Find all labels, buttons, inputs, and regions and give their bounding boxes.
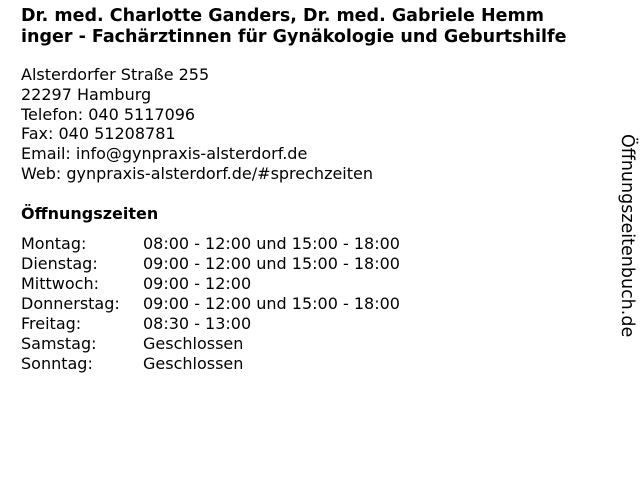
day-hours: 09:00 - 12:00 und 15:00 - 18:00	[143, 294, 400, 313]
opening-hours-heading: Öffnungszeiten	[21, 204, 159, 223]
practice-title-line-2: inger - Fachärztinnen für Gynäkologie und Geburtshilfe	[21, 27, 567, 47]
watermark	[612, 134, 640, 364]
watermark-text: Öffnungszeitenbuch.de	[617, 134, 637, 338]
day-label: Montag:	[21, 234, 87, 253]
day-hours: 09:00 - 12:00 und 15:00 - 18:00	[143, 254, 400, 273]
day-label: Dienstag:	[21, 254, 98, 273]
address-block	[21, 65, 373, 184]
day-hours: 08:30 - 13:00	[143, 314, 252, 333]
day-hours: Geschlossen	[143, 334, 244, 353]
phone-number: Telefon: 040 5117096	[21, 104, 196, 124]
day-hours: 08:00 - 12:00 und 15:00 - 18:00	[143, 234, 400, 253]
day-hours: Geschlossen	[143, 354, 244, 373]
day-label: Samstag:	[21, 334, 97, 353]
website-address: Web: gynpraxis-alsterdorf.de/#sprechzeiten	[21, 163, 374, 183]
practice-title-line-1: Dr. med. Charlotte Ganders, Dr. med. Gabriele Hemm	[21, 6, 544, 26]
day-hours: 09:00 - 12:00	[143, 274, 252, 293]
practice-title	[21, 6, 627, 48]
day-label: Freitag:	[21, 314, 82, 333]
city-postcode: 22297 Hamburg	[21, 84, 152, 104]
day-label: Sonntag:	[21, 354, 93, 373]
email-address: Email: info@gynpraxis-alsterdorf.de	[21, 144, 308, 164]
street-address: Alsterdorfer Straße 255	[21, 65, 210, 84]
day-label: Mittwoch:	[21, 274, 99, 293]
fax-number: Fax: 040 51208781	[21, 124, 176, 144]
day-label: Donnerstag:	[21, 294, 120, 313]
